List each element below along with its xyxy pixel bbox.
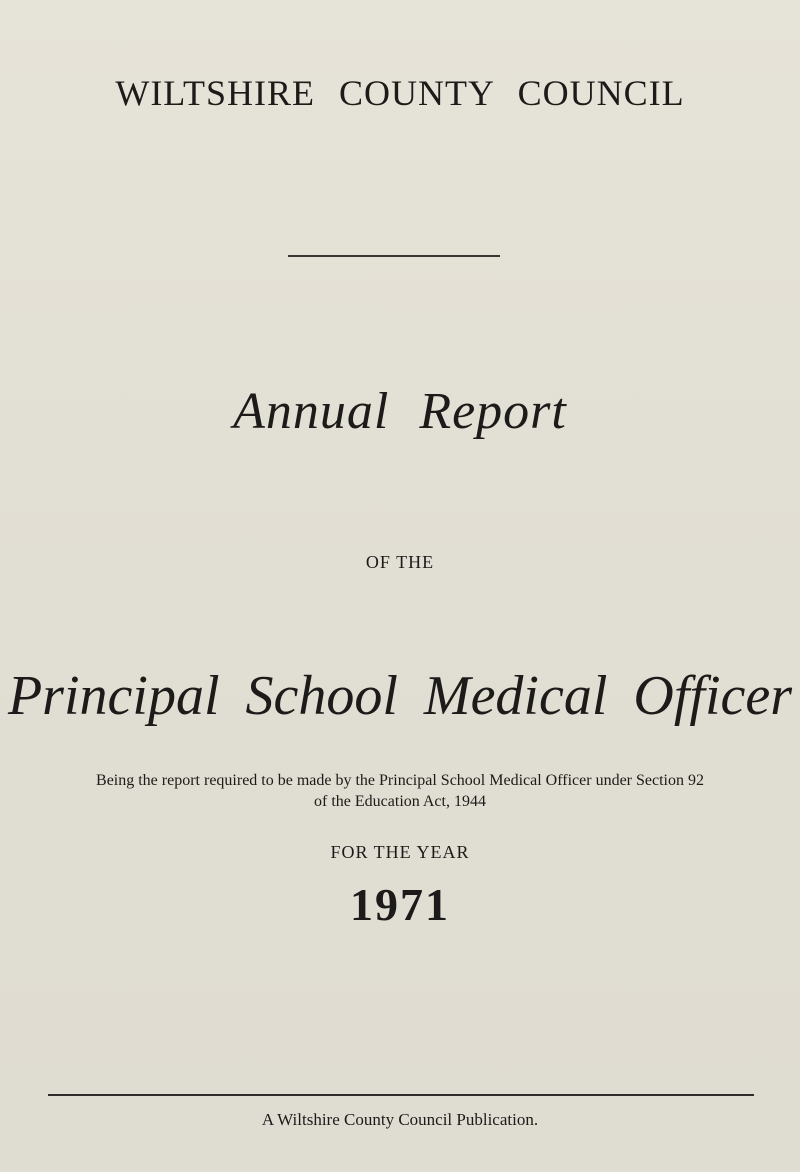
report-subject: Principal School Medical Officer [7,665,793,727]
for-the-year-label: FOR THE YEAR [330,842,470,862]
statement-line-1: Being the report required to be made by the Principal School Medical Officer under Section 92 [96,772,704,789]
top-divider [288,255,500,257]
of-the-label: OF THE [365,552,435,572]
publication-note: A Wiltshire County Council Publication. [261,1110,539,1129]
statement-line-2: of the Education Act, 1944 [314,793,486,810]
bottom-divider [48,1094,754,1096]
statutory-statement [0,770,800,812]
report-title: Annual Report [233,383,567,440]
council-heading: WILTSHIRE COUNTY COUNCIL [115,73,685,113]
report-year: 1971 [350,879,450,930]
